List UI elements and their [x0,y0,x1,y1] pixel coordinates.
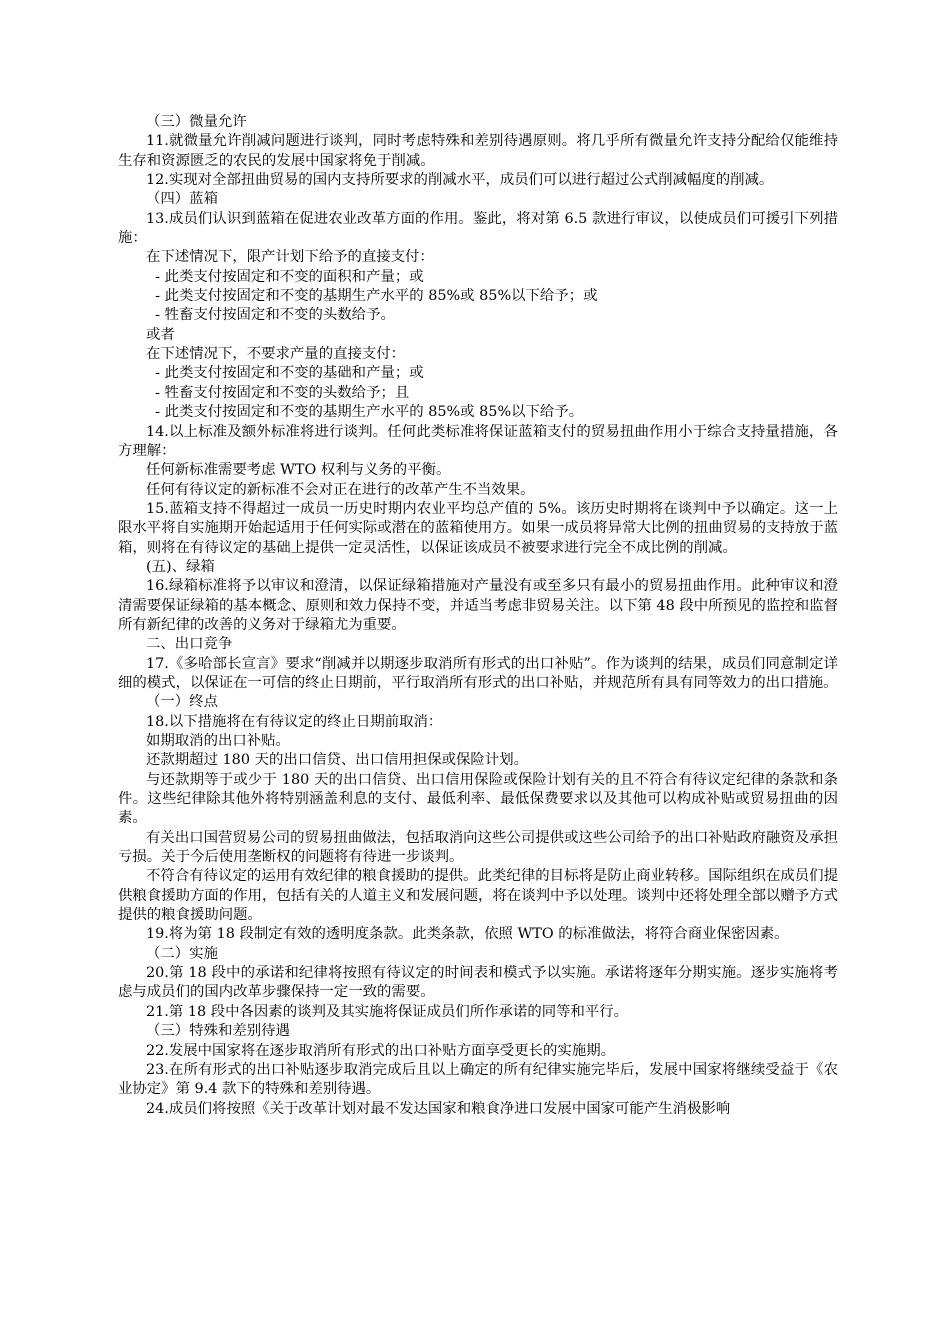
measure-item: 不符合有待议定的运用有效纪律的粮食援助的提供。此类纪律的目标将是防止商业转移。国际组织在成员们提供粮食援助方面的作用，包括有关的人道主义和发展问题，将在谈判中予以处理。谈判中还将处理全部以赠予方式提供的粮食援助问题。 [118,868,838,924]
paragraph-22: 22.发展中国家将在逐步取消所有形式的出口补贴方面享受更长的实施期。 [146,1042,615,1059]
paragraph-14: 14.以上标准及额外标准将进行谈判。任何此类标准将保证蓝箱支付的贸易扭曲作用小于综合支持量措施，各方理解： [118,423,838,459]
measure-item: 有关出口国营贸易公司的贸易扭曲做法，包括取消向这些公司提供或这些公司给予的出口补贴政府融资及承担亏损。关于今后使用垄断权的问题将有待进一步谈判。 [118,829,838,866]
paragraph-20: 20.第 18 段中的承诺和纪律将按照有待议定的时间表和模式予以实施。承诺将逐年分期实施。逐步实施将考虑与成员们的国内改革步骤保持一定一致的需要。 [118,965,838,1001]
paragraph-13: 13.成员们认识到蓝箱在促进农业改革方面的作用。鉴此，将对第 6.5 款进行审议，以使成员们可援引下列措施： [118,210,838,247]
paragraph-19: 19.将为第 18 段制定有效的透明度条款。此类条款，依照 WTO 的标准做法，将符合商业保密因素。 [146,926,789,943]
or-connector: 或者 [146,326,175,343]
section-heading-end-point: （一）终点 [146,694,218,711]
document-page [118,113,838,1119]
understanding-item: 任何有待议定的新标准不会对正在进行的改革产生不当效果。 [146,481,535,498]
paragraph-17: 17.《多哈部长宣言》要求“削减并以期逐步取消所有形式的出口补贴”。作为谈判的结果，成员们同意制定详细的模式，以保证在一可信的终止日期前，平行取消所有形式的出口补贴，并规范所有具有同等效力的出口措施。 [118,655,838,691]
measure-item: 与还款期等于或少于 180 天的出口信贷、出口信用保险或保险计划有关的且不符合有待议定纪律的条款和条件。这些纪律除其他外将特别涵盖利息的支付、最低利率、最低保费要求以及其他可以构成补贴或贸易扭曲的因素。 [118,771,838,827]
section-heading-blue-box: （四）蓝箱 [146,191,218,208]
bullet-item: - 此类支付按固定和不变的基础和产量；或 [146,365,424,382]
paragraph-16: 16.绿箱标准将予以审议和澄清，以保证绿箱措施对产量没有或至多只有最小的贸易扭曲作用。此种审议和澄清需要保证绿箱的基本概念、原则和效力保持不变，并适当考虑非贸易关注。以下第 48 段中所预见的监控和监督所有新纪律的改善的义务对于绿箱尤为重要。 [118,578,838,633]
condition-intro-1: 在下述情况下，限产计划下给予的直接支付： [146,249,434,266]
paragraph-12: 12.实现对全部扭曲贸易的国内支持所要求的削减水平，成员们可以进行超过公式削减幅度的削减。 [146,172,774,189]
paragraph-21: 21.第 18 段中各因素的谈判及其实施将保证成员们所作承诺的同等和平行。 [146,1003,629,1020]
section-heading-export-competition: 二、出口竞争 [146,636,233,653]
bullet-item: - 此类支付按固定和不变的基期生产水平的 85%或 85%以下给予；或 [146,288,598,305]
condition-intro-2: 在下述情况下，不要求产量的直接支付： [146,346,406,363]
section-heading-de-minimis: （三）微量允许 [146,114,247,130]
bullet-item: - 牲畜支付按固定和不变的头数给予；且 [146,384,410,401]
bullet-item: - 此类支付按固定和不变的基期生产水平的 85%或 85%以下给予。 [146,404,584,421]
paragraph-18: 18.以下措施将在有待议定的终止日期前取消： [146,713,443,730]
measure-item: 如期取消的出口补贴。 [146,733,290,749]
paragraph-24: 24.成员们将按照《关于改革计划对最不发达国家和粮食净进口发展中国家可能产生消极影响 [146,1100,731,1117]
bullet-item: - 此类支付按固定和不变的面积和产量；或 [146,268,424,285]
measure-item: 还款期超过 180 天的出口信贷、出口信用担保或保险计划。 [146,752,528,769]
paragraph-23: 23.在所有形式的出口补贴逐步取消完成后且以上确定的所有纪律实施完毕后，发展中国家将继续受益于《农业协定》第 9.4 款下的特殊和差别待遇。 [118,1061,838,1098]
section-heading-special-treatment: （三）特殊和差别待遇 [146,1023,290,1040]
section-heading-green-box: (五)、绿箱 [146,558,215,575]
paragraph-15: 15.蓝箱支持不得超过一成员一历史时期内农业平均总产值的 5%。该历史时期将在谈判中予以确定。这一上限水平将自实施期开始起适用于任何实际或潜在的蓝箱使用方。如果一成员将异常大比例的扭曲贸易的支持放于蓝箱，则将在有待议定的基础上提供一定灵活性，以保证该成员不被要求进行完全不成比例的削减。 [118,500,838,556]
understanding-item: 任何新标准需要考虑 WTO 权利与义务的平衡。 [146,462,451,479]
paragraph-11: 11.就微量允许削减问题进行谈判，同时考虑特殊和差别待遇原则。将几乎所有微量允许支持分配给仅能维持生存和资源匮乏的农民的发展中国家将免于削减。 [118,133,838,169]
bullet-item: - 牲畜支付按固定和不变的头数给予。 [146,307,395,324]
section-heading-implementation: （二）实施 [146,945,218,962]
